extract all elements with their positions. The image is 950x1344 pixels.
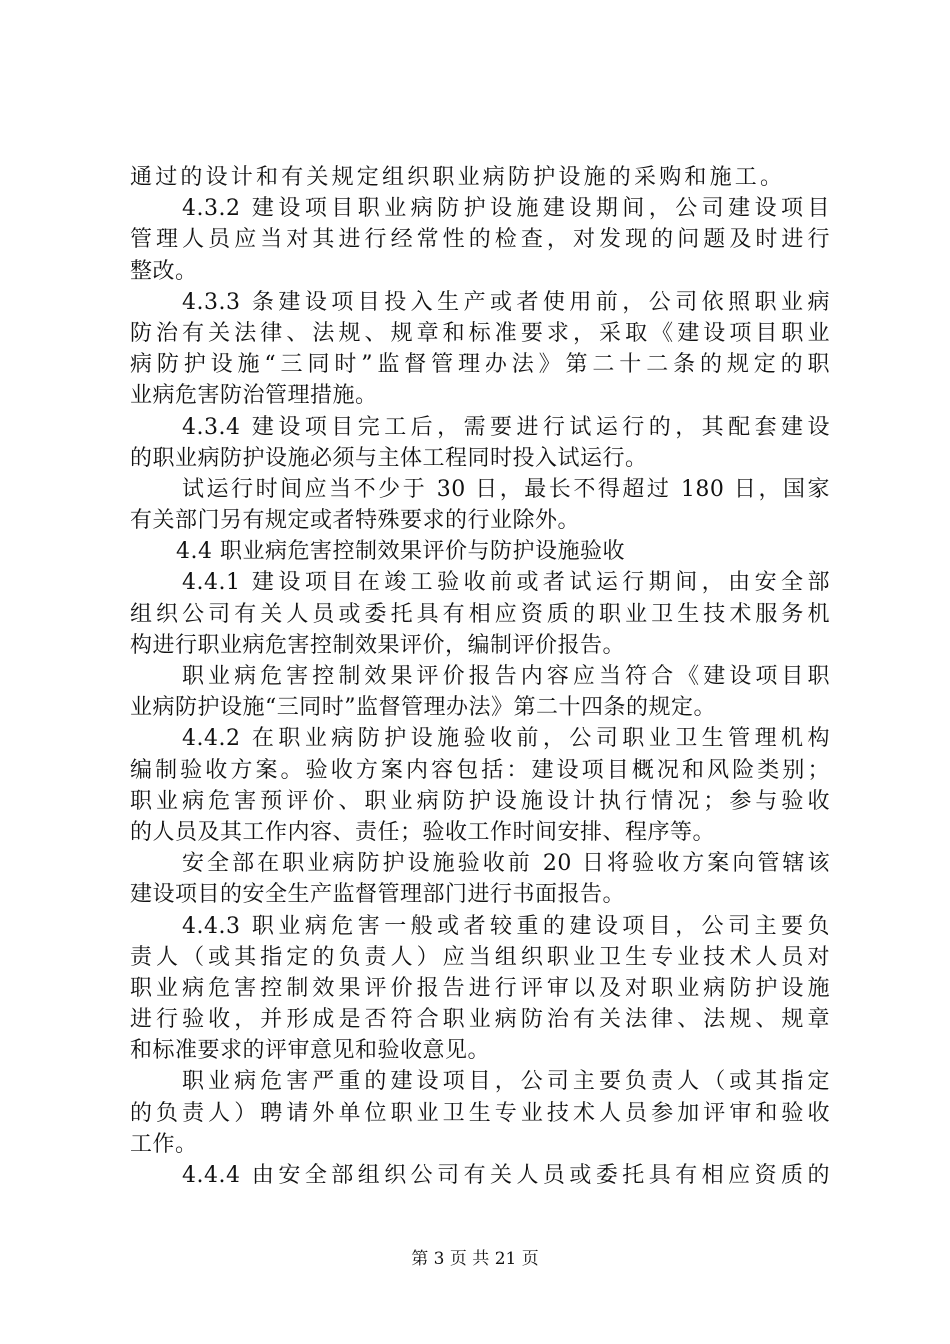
text-line: 试运行时间应当不少于 30 日，最长不得超过 180 日，国家 bbox=[182, 476, 830, 502]
text-line: 4.4.2 在职业病防护设施验收前，公司职业卫生管理机构 bbox=[182, 726, 830, 752]
text-line: 和标准要求的评审意见和验收意见。 bbox=[130, 1038, 491, 1064]
text-line: 的负责人）聘请外单位职业卫生专业技术人员参加评审和验收 bbox=[130, 1100, 830, 1126]
page-number: 第 3 页 共 21 页 bbox=[411, 1249, 539, 1269]
text-line: 管理人员应当对其进行经常性的检查，对发现的问题及时进行 bbox=[130, 227, 830, 253]
text-line: 责人（或其指定的负责人）应当组织职业卫生专业技术人员对 bbox=[130, 944, 830, 970]
text-line: 4.4.3 职业病危害一般或者较重的建设项目，公司主要负 bbox=[182, 913, 830, 939]
text-line: 4.4.4 由安全部组织公司有关人员或委托具有相应资质的 bbox=[182, 1163, 830, 1188]
text-line: 安全部在职业病防护设施验收前 20 日将验收方案向管辖该 bbox=[182, 851, 830, 877]
text-line: 整改。 bbox=[130, 258, 198, 284]
text-line: 构进行职业病危害控制效果评价，编制评价报告。 bbox=[130, 632, 626, 658]
page-footer bbox=[0, 1244, 950, 1269]
document-body bbox=[130, 162, 830, 1191]
text-line: 通过的设计和有关规定组织职业病防护设施的采购和施工。 bbox=[130, 165, 786, 190]
text-line: 职业病危害严重的建设项目，公司主要负责人（或其指定 bbox=[182, 1069, 830, 1095]
text-line: 职业病危害控制效果评价报告内容应当符合《建设项目职 bbox=[182, 664, 830, 689]
text-line: 组织公司有关人员或委托具有相应资质的职业卫生技术服务机 bbox=[130, 601, 830, 627]
text-line: 4.3.2 建设项目职业病防护设施建设期间，公司建设项目 bbox=[182, 196, 830, 222]
text-line: 编制验收方案。验收方案内容包括：建设项目概况和风险类别； bbox=[130, 757, 830, 783]
text-line: 建设项目的安全生产监督管理部门进行书面报告。 bbox=[130, 882, 626, 908]
text-line: 工作。 bbox=[130, 1131, 198, 1157]
text-line: 业病防护设施“三同时”监督管理办法》第二十四条的规定。 bbox=[130, 695, 716, 721]
text-line: 病防护设施“三同时”监督管理办法》第二十二条的规定的职 bbox=[130, 352, 830, 378]
text-line: 业病危害防治管理措施。 bbox=[130, 383, 378, 409]
text-line: 4.4.1 建设项目在竣工验收前或者试运行期间，由安全部 bbox=[182, 570, 830, 596]
text-line: 的人员及其工作内容、责任；验收工作时间安排、程序等。 bbox=[130, 819, 716, 845]
text-line: 有关部门另有规定或者特殊要求的行业除外。 bbox=[130, 508, 581, 534]
text-line: 职业病危害控制效果评价报告进行评审以及对职业病防护设施 bbox=[130, 975, 830, 1001]
text-line: 进行验收，并形成是否符合职业病防治有关法律、法规、规章 bbox=[130, 1007, 830, 1033]
text-line: 的职业病防护设施必须与主体工程同时投入试运行。 bbox=[130, 445, 648, 471]
text-line: 4.3.3 条建设项目投入生产或者使用前，公司依照职业病 bbox=[182, 289, 830, 315]
section-heading: 4.4 职业病危害控制效果评价与防护设施验收 bbox=[176, 539, 625, 565]
text-line: 防治有关法律、法规、规章和标准要求，采取《建设项目职业 bbox=[130, 320, 830, 346]
text-line: 4.3.4 建设项目完工后，需要进行试运行的，其配套建设 bbox=[182, 414, 830, 440]
text-line: 职业病危害预评价、职业病防护设施设计执行情况；参与验收 bbox=[130, 788, 830, 814]
